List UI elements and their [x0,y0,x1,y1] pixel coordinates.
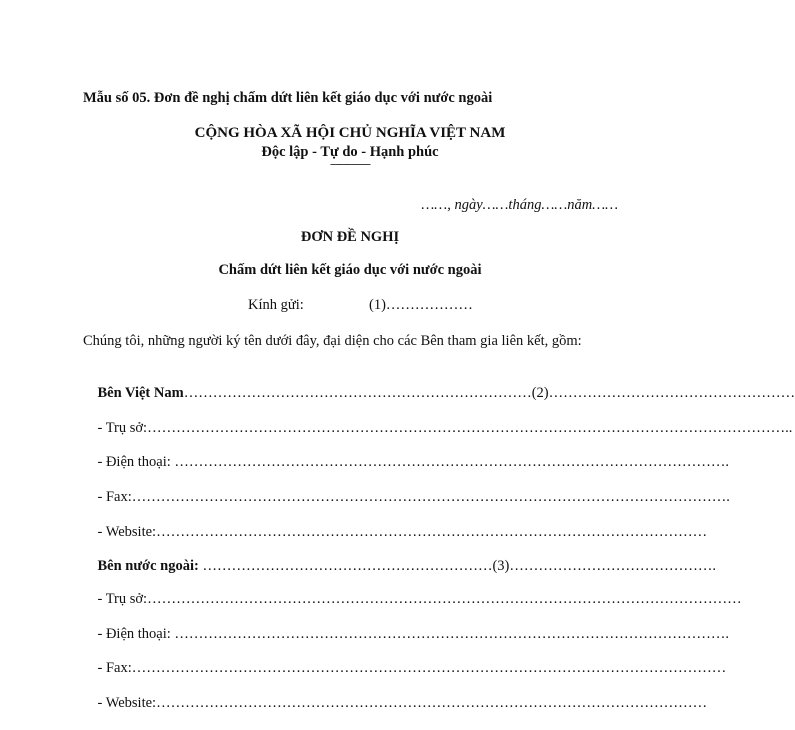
foreign-party-dots-a: …………………………………………………… [198,558,493,574]
vn-party-dots-b: …………………………………………… [548,385,795,401]
foreign-phone-label: - Điện thoại: [97,626,175,642]
foreign-party-dots-b: ……………………………………. [509,558,716,574]
foreign-website-dots: …………………………………………………………………………………………………… [156,695,708,711]
vn-headquarters-label: - Trụ sở: [97,420,148,436]
vn-party-ref: (2) [531,385,549,401]
foreign-fax-dots: …………………………………………………………………………………………………………… [131,660,727,676]
vn-phone-dots: ……………………………………………………………………………………………………. [174,454,730,470]
addressee-label: Kính gửi: [248,297,304,313]
document-title: ĐƠN ĐỀ NGHỊ [300,229,400,245]
foreign-headquarters-label: - Trụ sở: [97,591,148,607]
foreign-phone-dots: ……………………………………………………………………………………………………. [174,626,730,642]
foreign-website-label: - Website: [97,695,157,711]
foreign-headquarters-dots: …………………………………………………………………………………………………………… [147,591,742,607]
vn-headquarters-dots: …………………………………………………………………………………………………………………….. [147,420,793,436]
vn-fax-dots: ……………………………………………………………………………………………………………. [131,489,730,505]
vn-website-dots: …………………………………………………………………………………………………… [156,524,708,540]
foreign-fax-label: - Fax: [97,660,132,676]
foreign-website-row [83,676,708,730]
vn-party-dots-a: ……………………………………………………………… [183,385,532,401]
motto-underline: --------------- [330,158,370,170]
document-subtitle: Chấm dứt liên kết giáo dục với nước ngoài [218,262,482,278]
addressee-value: (1)……………… [369,297,473,313]
vn-phone-label: - Điện thoại: [97,454,175,470]
vn-website-label: - Website: [97,524,157,540]
vn-fax-label: - Fax: [97,489,132,505]
template-title: Mẫu số 05. Đơn đề nghị chấm dứt liên kết giáo dục với nước ngoài [83,90,493,106]
intro-paragraph: Chúng tôi, những người ký tên dưới đây, đại diện cho các Bên tham gia liên kết, gồm: [83,333,582,349]
national-name: CỘNG HÒA XÃ HỘI CHỦ NGHĨA VIỆT NAM [194,125,506,141]
foreign-party-label: Bên nước ngoài: [97,558,199,574]
vn-party-label: Bên Việt Nam [97,385,184,401]
date-line: ……, ngày……tháng……năm…… [421,197,618,213]
national-motto: Độc lập - Tự do - Hạnh phúc [261,144,439,160]
foreign-party-ref: (3) [492,558,510,574]
